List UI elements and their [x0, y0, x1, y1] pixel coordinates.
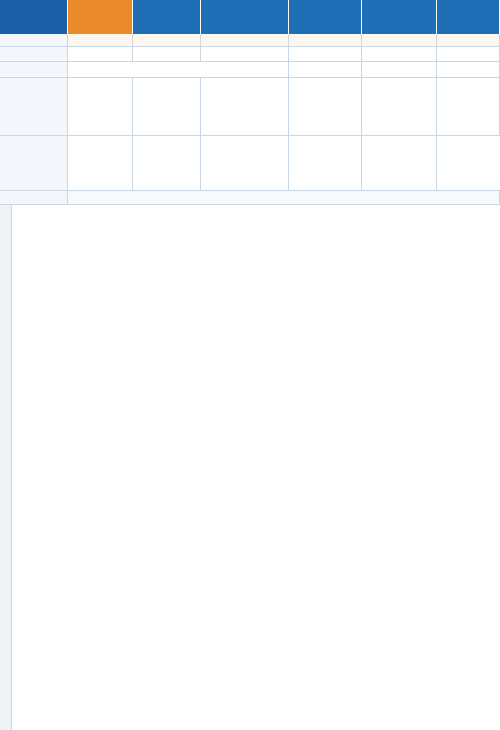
plan-header-custom[interactable] — [437, 0, 500, 34]
price-professional — [133, 34, 201, 46]
price-row — [0, 34, 500, 47]
plan-header-luxury[interactable] — [362, 0, 437, 34]
price-luxury — [362, 34, 437, 46]
table-header — [0, 0, 500, 34]
config2-professional[interactable] — [133, 136, 201, 190]
market-label-cell — [0, 47, 68, 61]
market-custom — [437, 47, 500, 61]
config2-professional-plus[interactable] — [201, 136, 289, 190]
host-standard — [68, 62, 289, 77]
host-enhanced — [289, 62, 362, 77]
host-custom — [437, 62, 500, 77]
price-custom — [437, 34, 500, 46]
config1-professional-plus[interactable] — [201, 78, 289, 135]
config2-standard[interactable] — [68, 136, 133, 190]
section-label-functions — [0, 495, 12, 730]
plan-header-professional-plus[interactable] — [201, 0, 289, 34]
host-luxury — [362, 62, 437, 77]
config2-row — [0, 136, 500, 191]
section-label-overview — [0, 205, 12, 495]
price-professional-plus — [201, 34, 289, 46]
market-enhanced — [289, 47, 362, 61]
price-standard — [68, 34, 133, 46]
plan-header-enhanced[interactable] — [289, 0, 362, 34]
config-note-text — [68, 191, 500, 204]
market-luxury — [362, 47, 437, 61]
header-corner — [0, 0, 68, 34]
config1-row — [0, 78, 500, 136]
plan-header-professional[interactable] — [133, 0, 201, 34]
price-label — [0, 34, 68, 46]
price-enhanced — [289, 34, 362, 46]
host-row — [0, 62, 500, 78]
config1-professional[interactable] — [133, 78, 201, 135]
host-label — [0, 62, 68, 77]
plan-header-standard[interactable] — [68, 0, 133, 34]
config-note-label — [0, 191, 68, 204]
market-price-row — [0, 47, 500, 62]
config-note-row — [0, 191, 500, 205]
config1-luxury — [362, 78, 437, 135]
config1-enhanced[interactable] — [289, 78, 362, 135]
config2-label — [0, 136, 68, 190]
config1-label-cell — [0, 78, 68, 135]
market-standard — [68, 47, 133, 61]
config2-enhanced[interactable] — [289, 136, 362, 190]
market-professional-plus — [201, 47, 289, 61]
custom-notes — [437, 78, 500, 135]
config2-luxury — [362, 136, 437, 190]
market-professional — [133, 47, 201, 61]
config1-standard[interactable] — [68, 78, 133, 135]
